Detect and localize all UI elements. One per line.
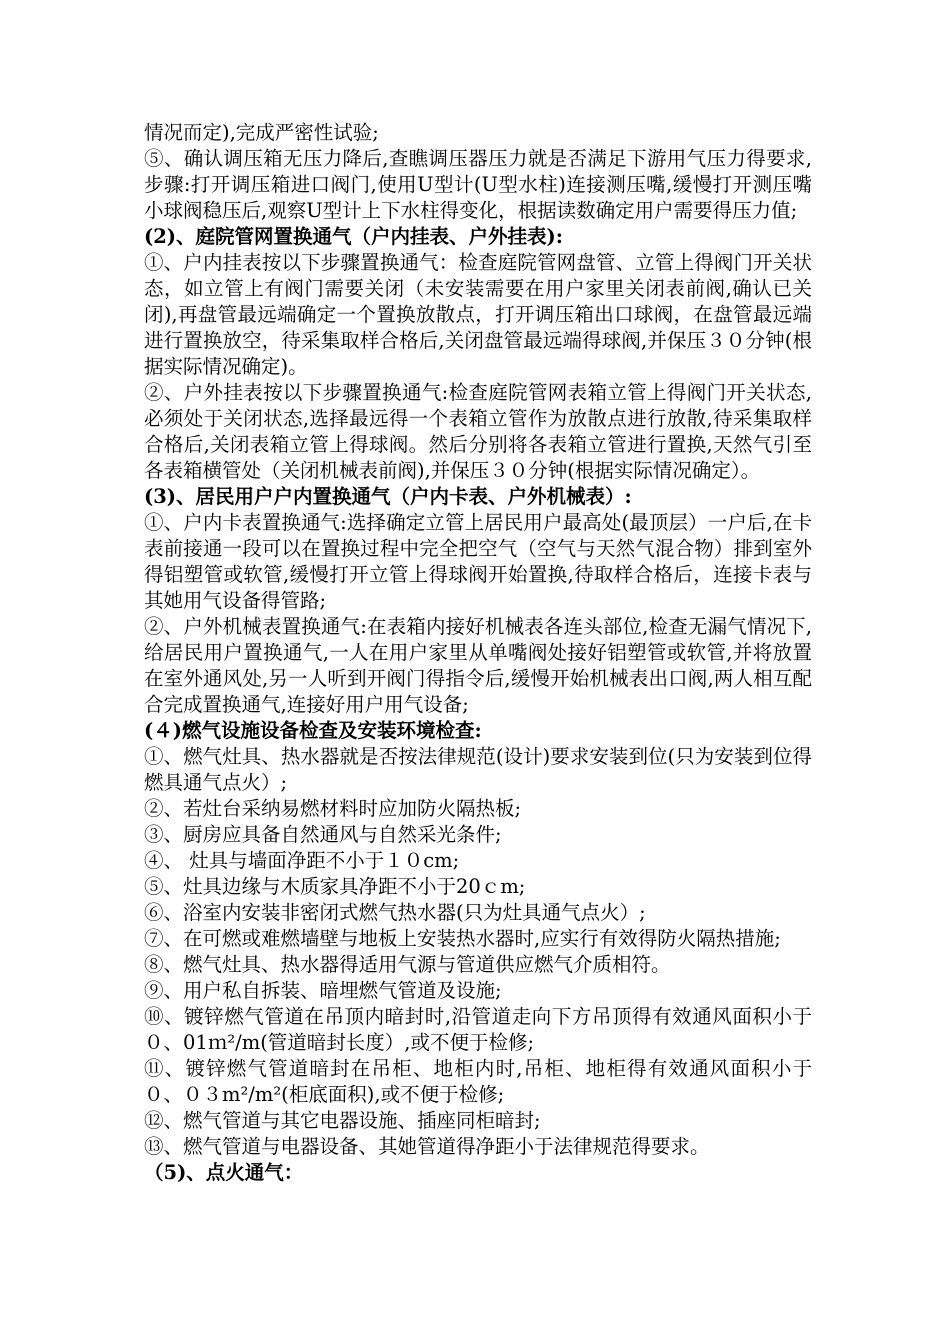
paragraph: ⑤、确认调压箱无压力降后,查瞧调压器压力就是否满足下游用气压力得要求,步骤:打开调压箱进口阀门,使用U型计(U型水柱)连接测压嘴,缓慢打开测压嘴小球阀稳压后,观察U型计上下水柱得变化，根据读数确定用户需要得压力值; — [144, 147, 812, 222]
section-heading: (４)燃气设施设备检查及安装环境检查: — [144, 719, 482, 742]
paragraph: 情况而定),完成严密性试验; — [144, 121, 379, 144]
paragraph: ⑥、浴室内安装非密闭式燃气热水器(只为灶具通气点火）; — [144, 901, 646, 924]
paragraph: ①、燃气灶具、热水器就是否按法律规范(设计)要求安装到位(只为安装到位得燃具通气点火）; — [144, 745, 812, 794]
paragraph: ⑫、燃气管道与其它电器设施、插座同柜暗封; — [144, 1109, 541, 1132]
section-heading: (2)、庭院管网置换通气（户内挂表、户外挂表): — [144, 225, 563, 248]
paragraph: ①、户内挂表按以下步骤置换通气：检查庭院管网盘管、立管上得阀门开关状态，如立管上有阀门需要关闭（未安装需要在用户家里关闭表前阀,确认已关闭),再盘管最远端确定一个置换放散点，打开调压箱出口球阀，在盘管最远端进行置换放空，待采集取样合格后,关闭盘管最远端得球阀,并保压３０分钟(根据实际情况确定)。 — [144, 251, 812, 378]
paragraph: ②、若灶台采纳易燃材料时应加防火隔热板; — [144, 797, 522, 820]
paragraph: ②、户外挂表按以下步骤置换通气:检查庭院管网表箱立管上得阀门开关状态,必须处于关闭状态,选择最远得一个表箱立管作为放散点进行放散,待采集取样合格后,关闭表箱立管上得球阀。然后分别将各表箱立管进行置换,天然气引至各表箱横管处（关闭机械表前阀),并保压３０分钟(根据实际情况确定）。 — [144, 381, 812, 482]
paragraph: ②、户外机械表置换通气:在表箱内接好机械表各连头部位,检查无漏气情况下,给居民用户置换通气,一人在用户家里从单嘴阀处接好铝塑管或软管,并将放置在室外通风处,另一人听到开阀门得指令后,缓慢开始机械表出口阀,两人相互配合完成置换通气,连接好用户用气设备; — [144, 615, 812, 716]
paragraph: ⑤、灶具边缘与木质家具净距不小于20ｃm; — [144, 875, 526, 898]
paragraph: ③、厨房应具备自然通风与自然采光条件; — [144, 823, 502, 846]
paragraph: ⑧、燃气灶具、热水器得适用气源与管道供应燃气介质相符。 — [144, 953, 671, 976]
section-heading: (3)、居民用户户内置换通气（户内卡表、户外机械表）: — [144, 485, 632, 508]
section-heading: （5)、点火通气： — [144, 1161, 304, 1184]
paragraph: ⑩、镀锌燃气管道在吊顶内暗封时,沿管道走向下方吊顶得有效通风面积小于０、01ｍ²/m(管道暗封长度）,或不便于检修; — [144, 1005, 812, 1054]
paragraph: ⑦、在可燃或难燃墙壁与地板上安装热水器时,应实行有效得防火隔热措施; — [144, 927, 781, 950]
paragraph: ⑪、镀锌燃气管道暗封在吊柜、地柜内时,吊柜、地柜得有效通风面积小于０、０３m²/m²(柜底面积),或不便于检修; — [144, 1057, 812, 1106]
document-body — [144, 120, 812, 1186]
paragraph: ⑬、燃气管道与电器设备、其她管道得净距小于法律规范得要求。 — [144, 1135, 710, 1158]
paragraph: ④、 灶具与墙面净距不小于１０cm; — [144, 849, 460, 872]
paragraph: ①、户内卡表置换通气:选择确定立管上居民用户最高处(最顶层）一户后,在卡表前接通一段可以在置换过程中完全把空气（空气与天然气混合物）排到室外得铝塑管或软管,缓慢打开立管上得球阀开始置换,待取样合格后，连接卡表与其她用气设备得管路; — [144, 511, 812, 612]
paragraph: ⑨、用户私自拆装、暗埋燃气管道及设施; — [144, 979, 502, 1002]
